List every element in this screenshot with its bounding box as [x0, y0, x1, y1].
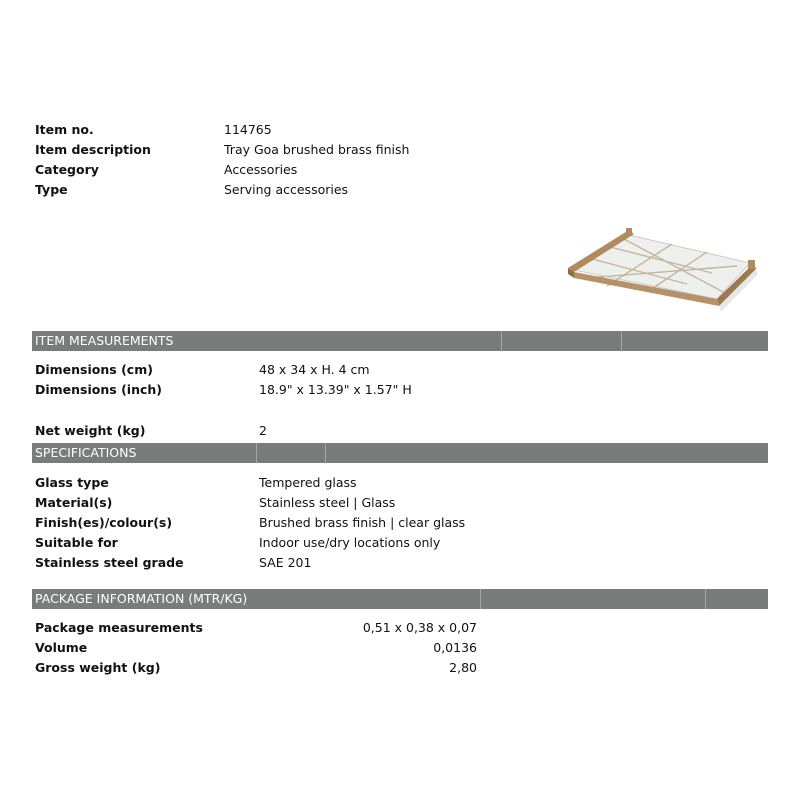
gross-weight-value: 2,80	[449, 660, 477, 675]
header-divider	[325, 443, 326, 463]
package-information-header	[32, 589, 768, 609]
category-value: Accessories	[224, 162, 298, 177]
item-description-value: Tray Goa brushed brass finish	[224, 142, 410, 157]
item-measurements-title: ITEM MEASUREMENTS	[35, 333, 174, 348]
header-divider	[256, 443, 257, 463]
net-weight-value: 2	[259, 423, 267, 438]
gross-weight-label: Gross weight (kg)	[35, 660, 161, 675]
specifications-title: SPECIFICATIONS	[35, 445, 137, 460]
finish-colour-value: Brushed brass finish | clear glass	[259, 515, 466, 530]
steel-grade-value: SAE 201	[259, 555, 312, 570]
dimensions-cm-value: 48 x 34 x H. 4 cm	[259, 362, 370, 377]
header-divider	[480, 589, 481, 609]
materials-label: Material(s)	[35, 495, 113, 510]
category-label: Category	[35, 162, 99, 177]
item-measurements-header	[32, 331, 768, 351]
materials-value: Stainless steel | Glass	[259, 495, 396, 510]
header-divider	[705, 589, 706, 609]
package-measurements-label: Package measurements	[35, 620, 203, 635]
header-divider	[501, 331, 502, 351]
glass-type-label: Glass type	[35, 475, 109, 490]
dimensions-inch-label: Dimensions (inch)	[35, 382, 162, 397]
dimensions-cm-label: Dimensions (cm)	[35, 362, 153, 377]
type-value: Serving accessories	[224, 182, 349, 197]
package-information-title: PACKAGE INFORMATION (MTR/KG)	[35, 591, 248, 606]
volume-value: 0,0136	[433, 640, 477, 655]
suitable-for-value: Indoor use/dry locations only	[259, 535, 441, 550]
item-no-value: 114765	[224, 122, 272, 137]
header-divider	[621, 331, 622, 351]
glass-type-value: Tempered glass	[259, 475, 357, 490]
specifications-header	[32, 443, 768, 463]
volume-label: Volume	[35, 640, 88, 655]
suitable-for-label: Suitable for	[35, 535, 118, 550]
item-description-label: Item description	[35, 142, 151, 157]
type-label: Type	[35, 182, 68, 197]
item-no-label: Item no.	[35, 122, 94, 137]
steel-grade-label: Stainless steel grade	[35, 555, 184, 570]
package-measurements-value: 0,51 x 0,38 x 0,07	[362, 620, 477, 635]
finish-colour-label: Finish(es)/colour(s)	[35, 515, 173, 530]
net-weight-label: Net weight (kg)	[35, 423, 146, 438]
product-image	[562, 226, 760, 316]
dimensions-inch-value: 18.9" x 13.39" x 1.57" H	[259, 382, 412, 397]
